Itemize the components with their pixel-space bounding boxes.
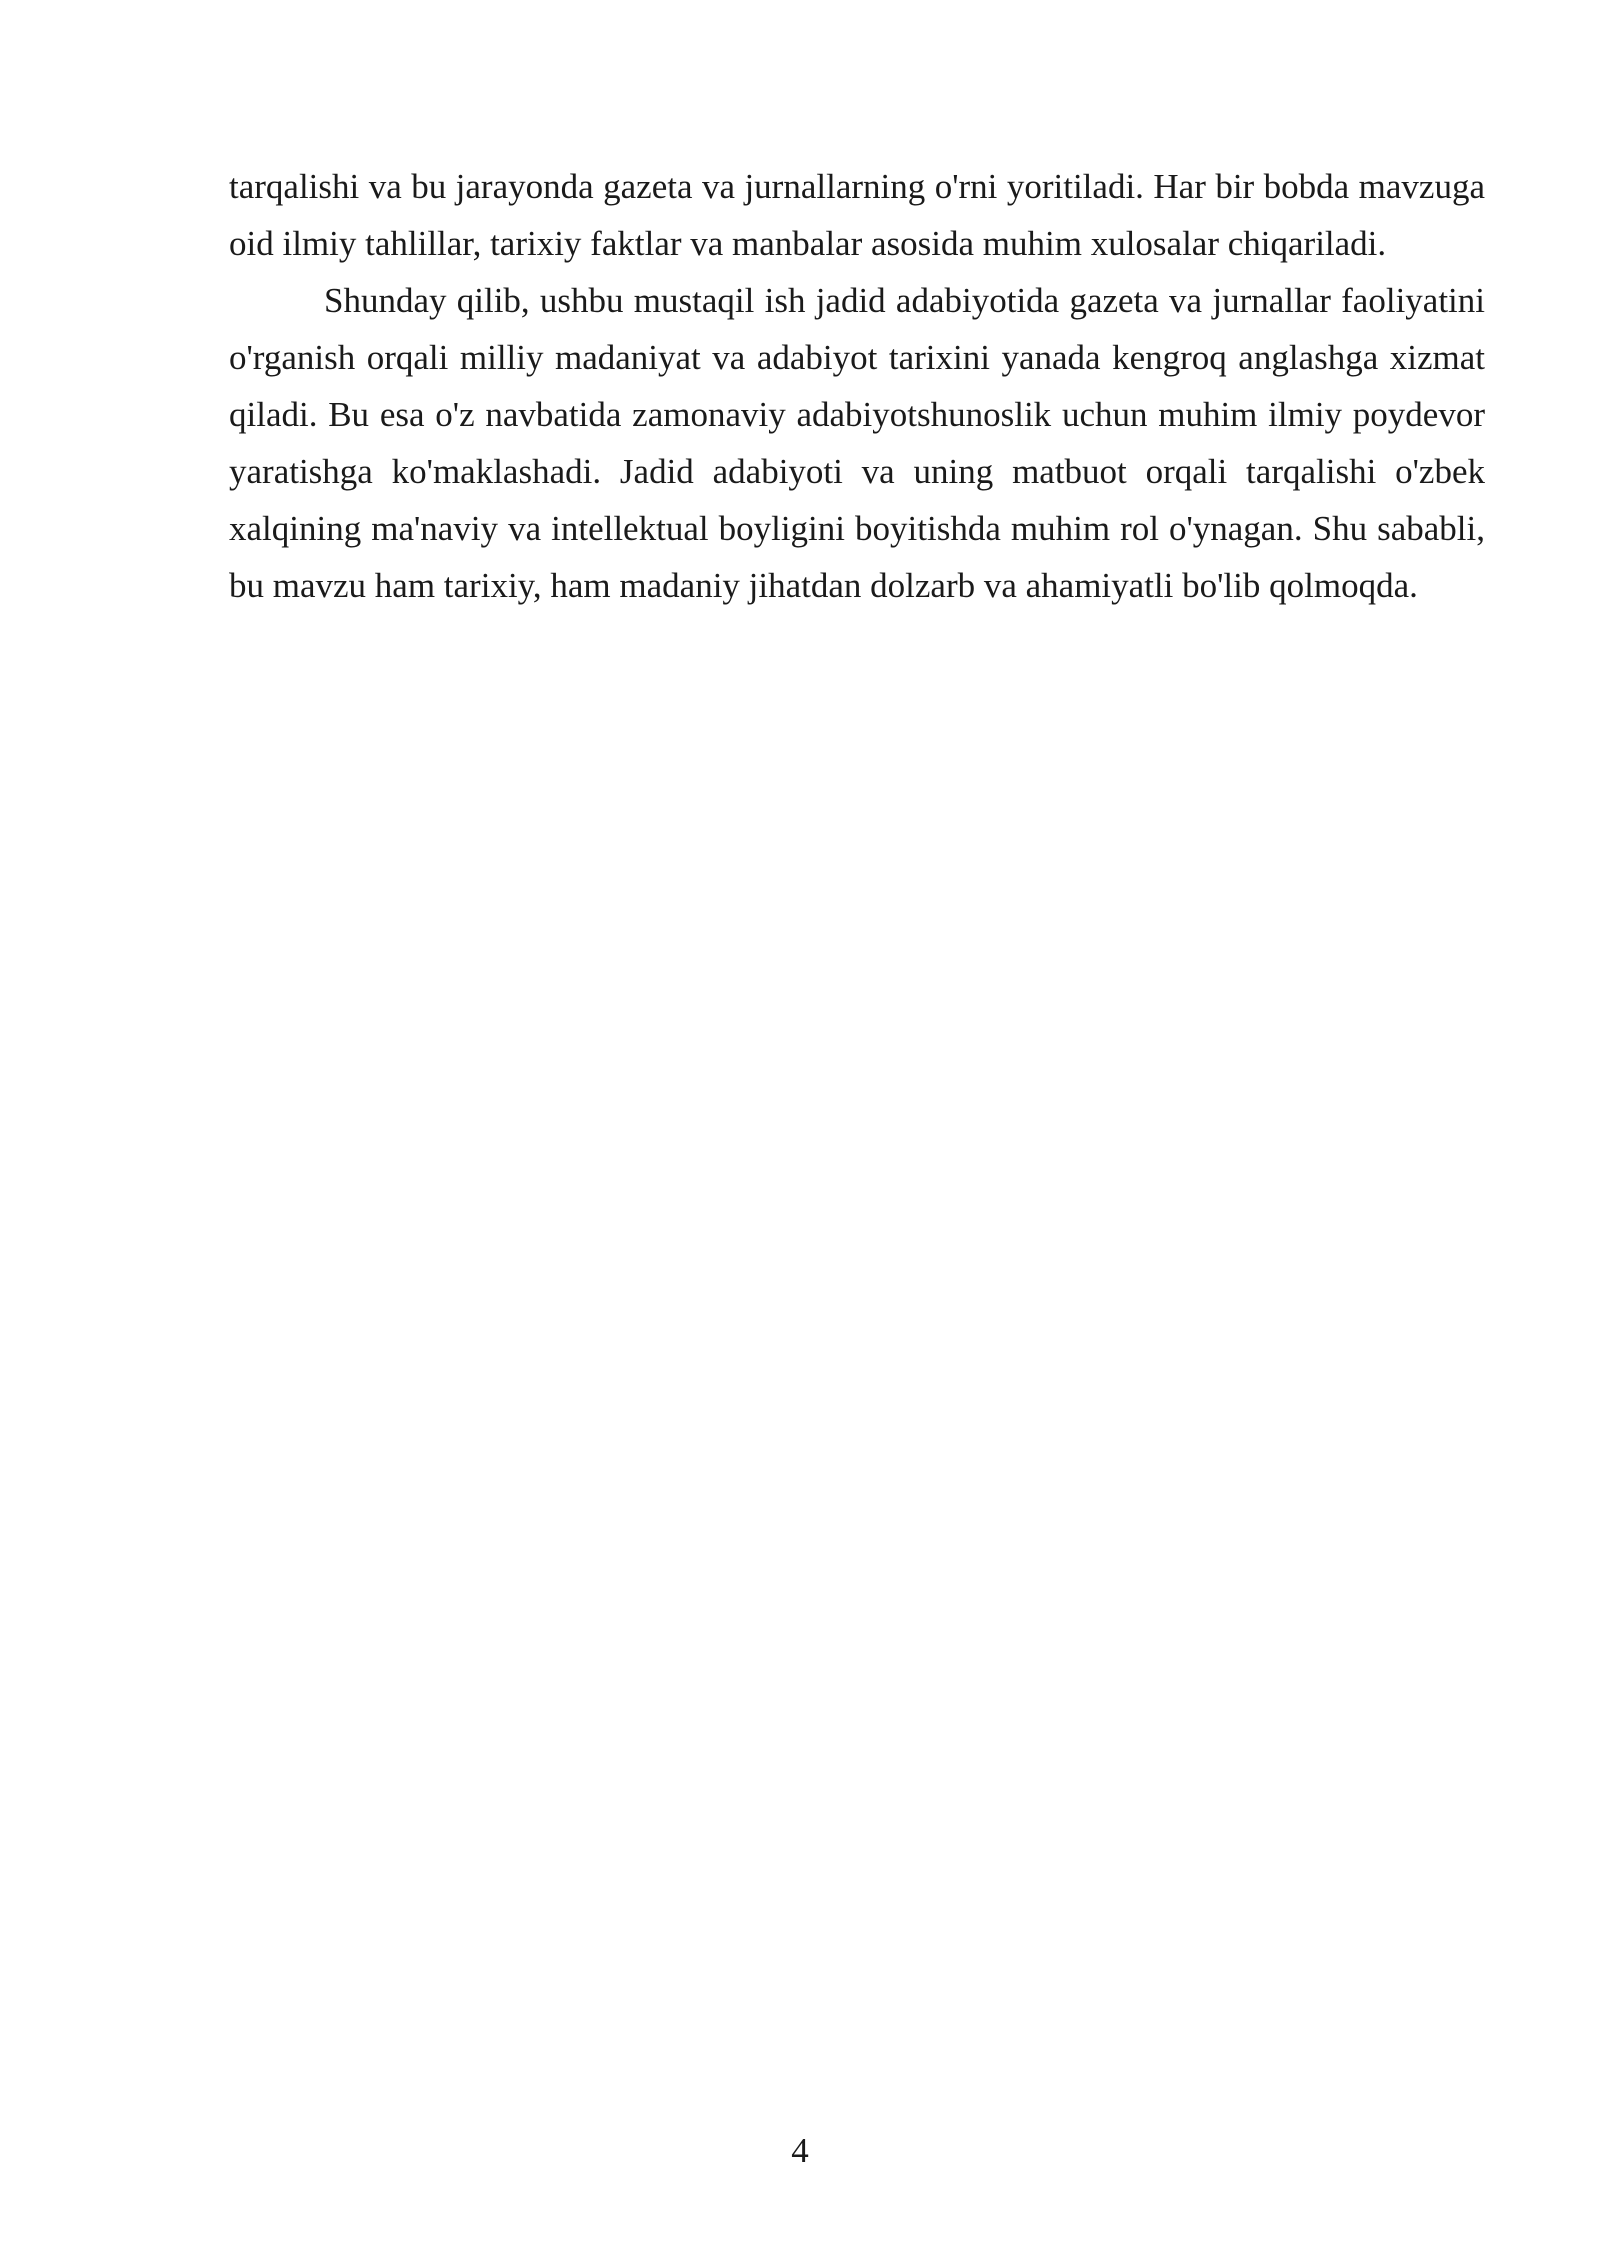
- paragraph-conclusion: Shunday qilib, ushbu mustaqil ish jadid adabiyotida gazeta va jurnallar faoliyatini o'rganish orqali milliy madaniyat va adabiyot tarixini yanada kengroq anglashga xizmat qiladi. Bu esa o'z navbatida zamonaviy adabiyotshunoslik uchun muhim ilmiy poydevor yaratishga ko'maklashadi. Jadid adabiyoti va uning matbuot orqali tarqalishi o'zbek xalqining ma'naviy va intellektual boyligini boyitishda muhim rol o'ynagan. Shu sababli, bu mavzu ham tarixiy, ham madaniy jihatdan dolzarb va ahamiyatli bo'lib qolmoqda.: [229, 281, 1485, 605]
- body-text: [229, 158, 1485, 614]
- page-number: 4: [791, 2131, 809, 2170]
- paragraph-continuation: tarqalishi va bu jarayonda gazeta va jurnallarning o'rni yoritiladi. Har bir bobda mavzuga oid ilmiy tahlillar, tarixiy faktlar va manbalar asosida muhim xulosalar chiqariladi.: [229, 167, 1485, 263]
